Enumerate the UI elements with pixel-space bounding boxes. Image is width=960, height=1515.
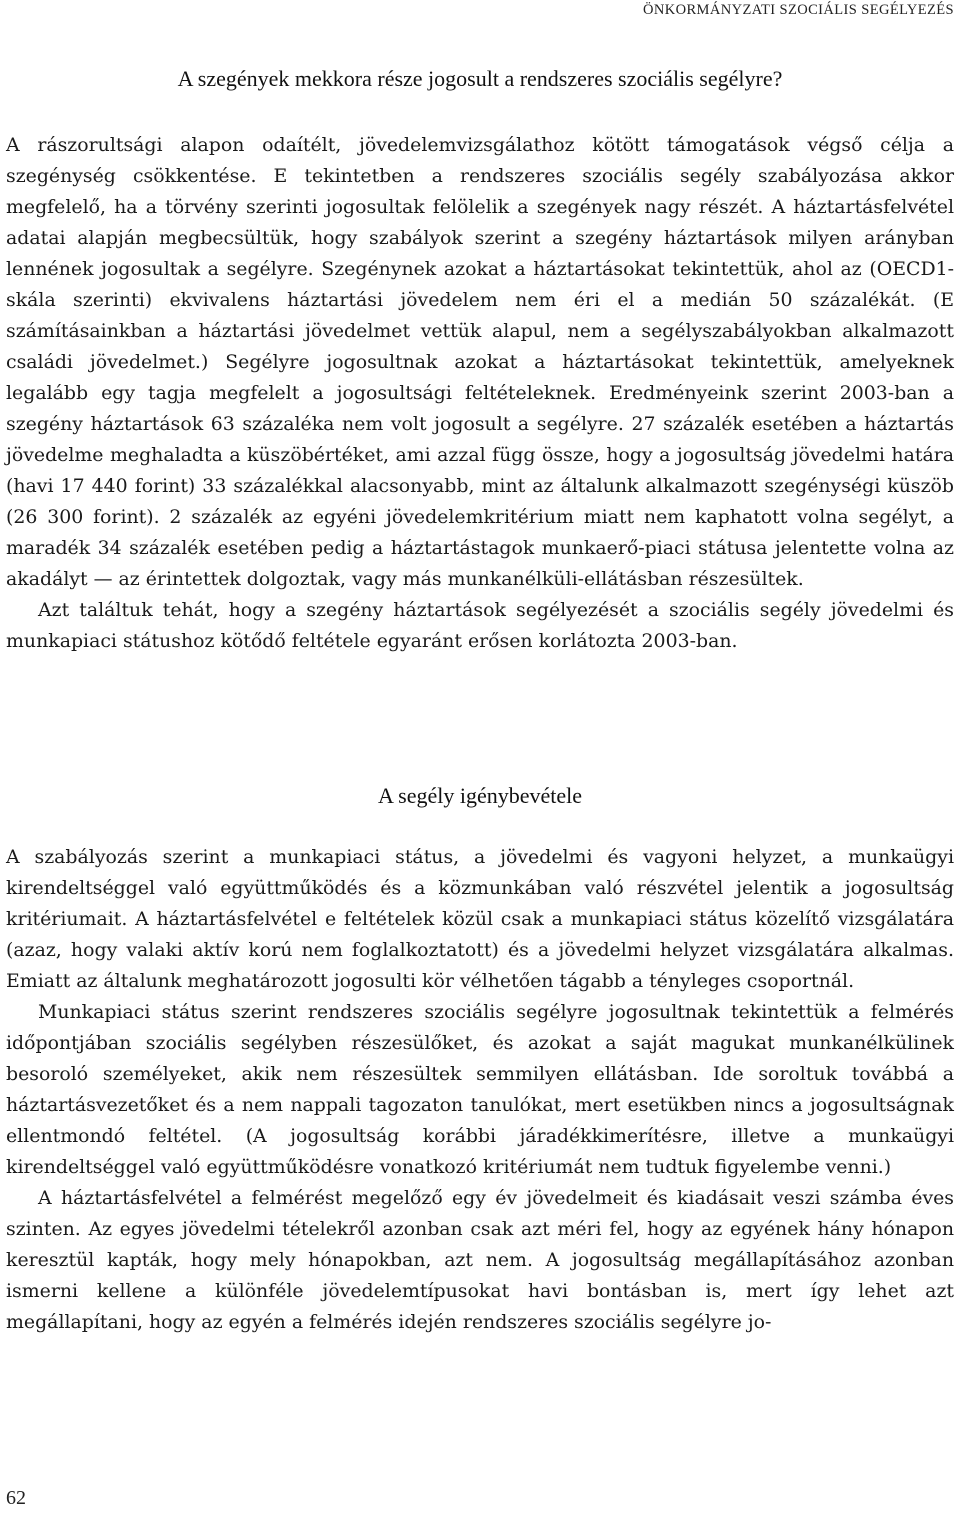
paragraph: A szabályozás szerint a munkapiaci státus, a jövedelmi és vagyoni helyzet, a munkaügyi kirendeltséggel való együttműködés és a közmunkában való részvétel jelentik a jogosultság kritériumait. A háztartásfelvétel e feltételek közül csak a munkapiaci státus közelítő vizsgálatára (azaz, hogy valaki aktív korú nem foglalkoztatott) és a jövedelmi helyzet vizsgálatára alkalmas. Emiatt az általunk meghatározott jogosulti kör vélhetően tágabb a tényleges csoportnál.: [6, 846, 954, 992]
paragraph: Azt találtuk tehát, hogy a szegény háztartások segélyezését a szociális segély jövedelmi és munkapiaci státushoz kötődő feltétele egyaránt erősen korlátozta 2003-ban.: [6, 599, 954, 652]
page-number: 62: [6, 1487, 26, 1509]
section-eligibility-body: [6, 130, 954, 657]
paragraph: Munkapiaci státus szerint rendszeres szociális segélyre jogosultnak tekintettük a felmérés időpontjában szociális segélyben részesülőket, és azokat a saját magukat munkanélkülinek besoroló személyeket, akik nem részesültek semmilyen ellátásban. Ide soroltuk továbbá a háztartásvezetőket és a nem nappali tagozaton tanulókat, mert esetükben nincs a jogosultságnak ellentmondó feltétel. (A jogosultság korábbi járadékkimerítésre, illetve a munkaügyi kirendeltséggel való együttműködésre vonatkozó kritériumát nem tudtuk figyelembe venni.): [6, 1001, 954, 1178]
section-take-up-body: [6, 842, 954, 1338]
paragraph: A háztartásfelvétel a felmérést megelőző egy év jövedelmeit és kiadásait veszi számba éves szinten. Az egyes jövedelmi tételekről azonban csak azt méri fel, hogy az egyének hány hónapon keresztül kapták, hogy mely hónapokban, azt nem. A jogosultság megállapításához azonban ismerni kellene a különféle jövedelemtípusokat havi bontásban is, mert így lehet azt megállapítani, hogy az egyén a felmérés idején rendszeres szociális segélyre jo-: [6, 1187, 954, 1333]
section-title-eligibility: A szegények mekkora része jogosult a rendszeres szociális segélyre?: [177, 66, 783, 91]
document-page: [6, 0, 954, 1515]
running-head: ÖNKORMÁNYZATI SZOCIÁLIS SEGÉLYEZÉS: [643, 2, 954, 18]
section-title-take-up: A segély igénybevétele: [377, 783, 583, 808]
paragraph: A rászorultsági alapon odaítélt, jövedelemvizsgálathoz kötött támogatások végső célja a szegénység csökkentése. E tekintetben a rendszeres szociális segély szabályozása akkor megfelelő, ha a törvény szerinti jogosultak felölelik a szegények nagy részét. A háztartásfelvétel adatai alapján megbecsültük, hogy szabályok szerint a szegény háztartások milyen arányban lennének jogosultak a segélyre. Szegénynek azokat a háztartásokat tekintettük, ahol az (OECD1-skála szerinti) ekvivalens háztartási jövedelem nem éri el a medián 50 százalékát. (E számításainkban a háztartási jövedelmet vettük alapul, nem a segélyszabályokban alkalmazott családi jövedelmet.) Segélyre jogosultnak azokat a háztartásokat tekintettük, amelyeknek legalább egy tagja megfelelt a jogosultsági feltételeknek. Eredményeink szerint 2003-ban a szegény háztartások 63 százaléka nem volt jogosult a segélyre. 27 százalék esetében a háztartás jövedelme meghaladta a küszöbértéket, ami azzal függ össze, hogy a jogosultság jövedelmi határa (havi 17 440 forint) 33 százalékkal alacsonyabb, mint az általunk alkalmazott szegénységi küszöb (26 300 forint). 2 százalék az egyéni jövedelemkritérium miatt nem kaphatott volna segélyt, a maradék 34 százalék esetében pedig a háztartástagok munkaerő-piaci státusa jelentette volna az akadályt — az érintettek dolgoztak, vagy más munkanélküli-ellátásban részesültek.: [6, 134, 954, 590]
